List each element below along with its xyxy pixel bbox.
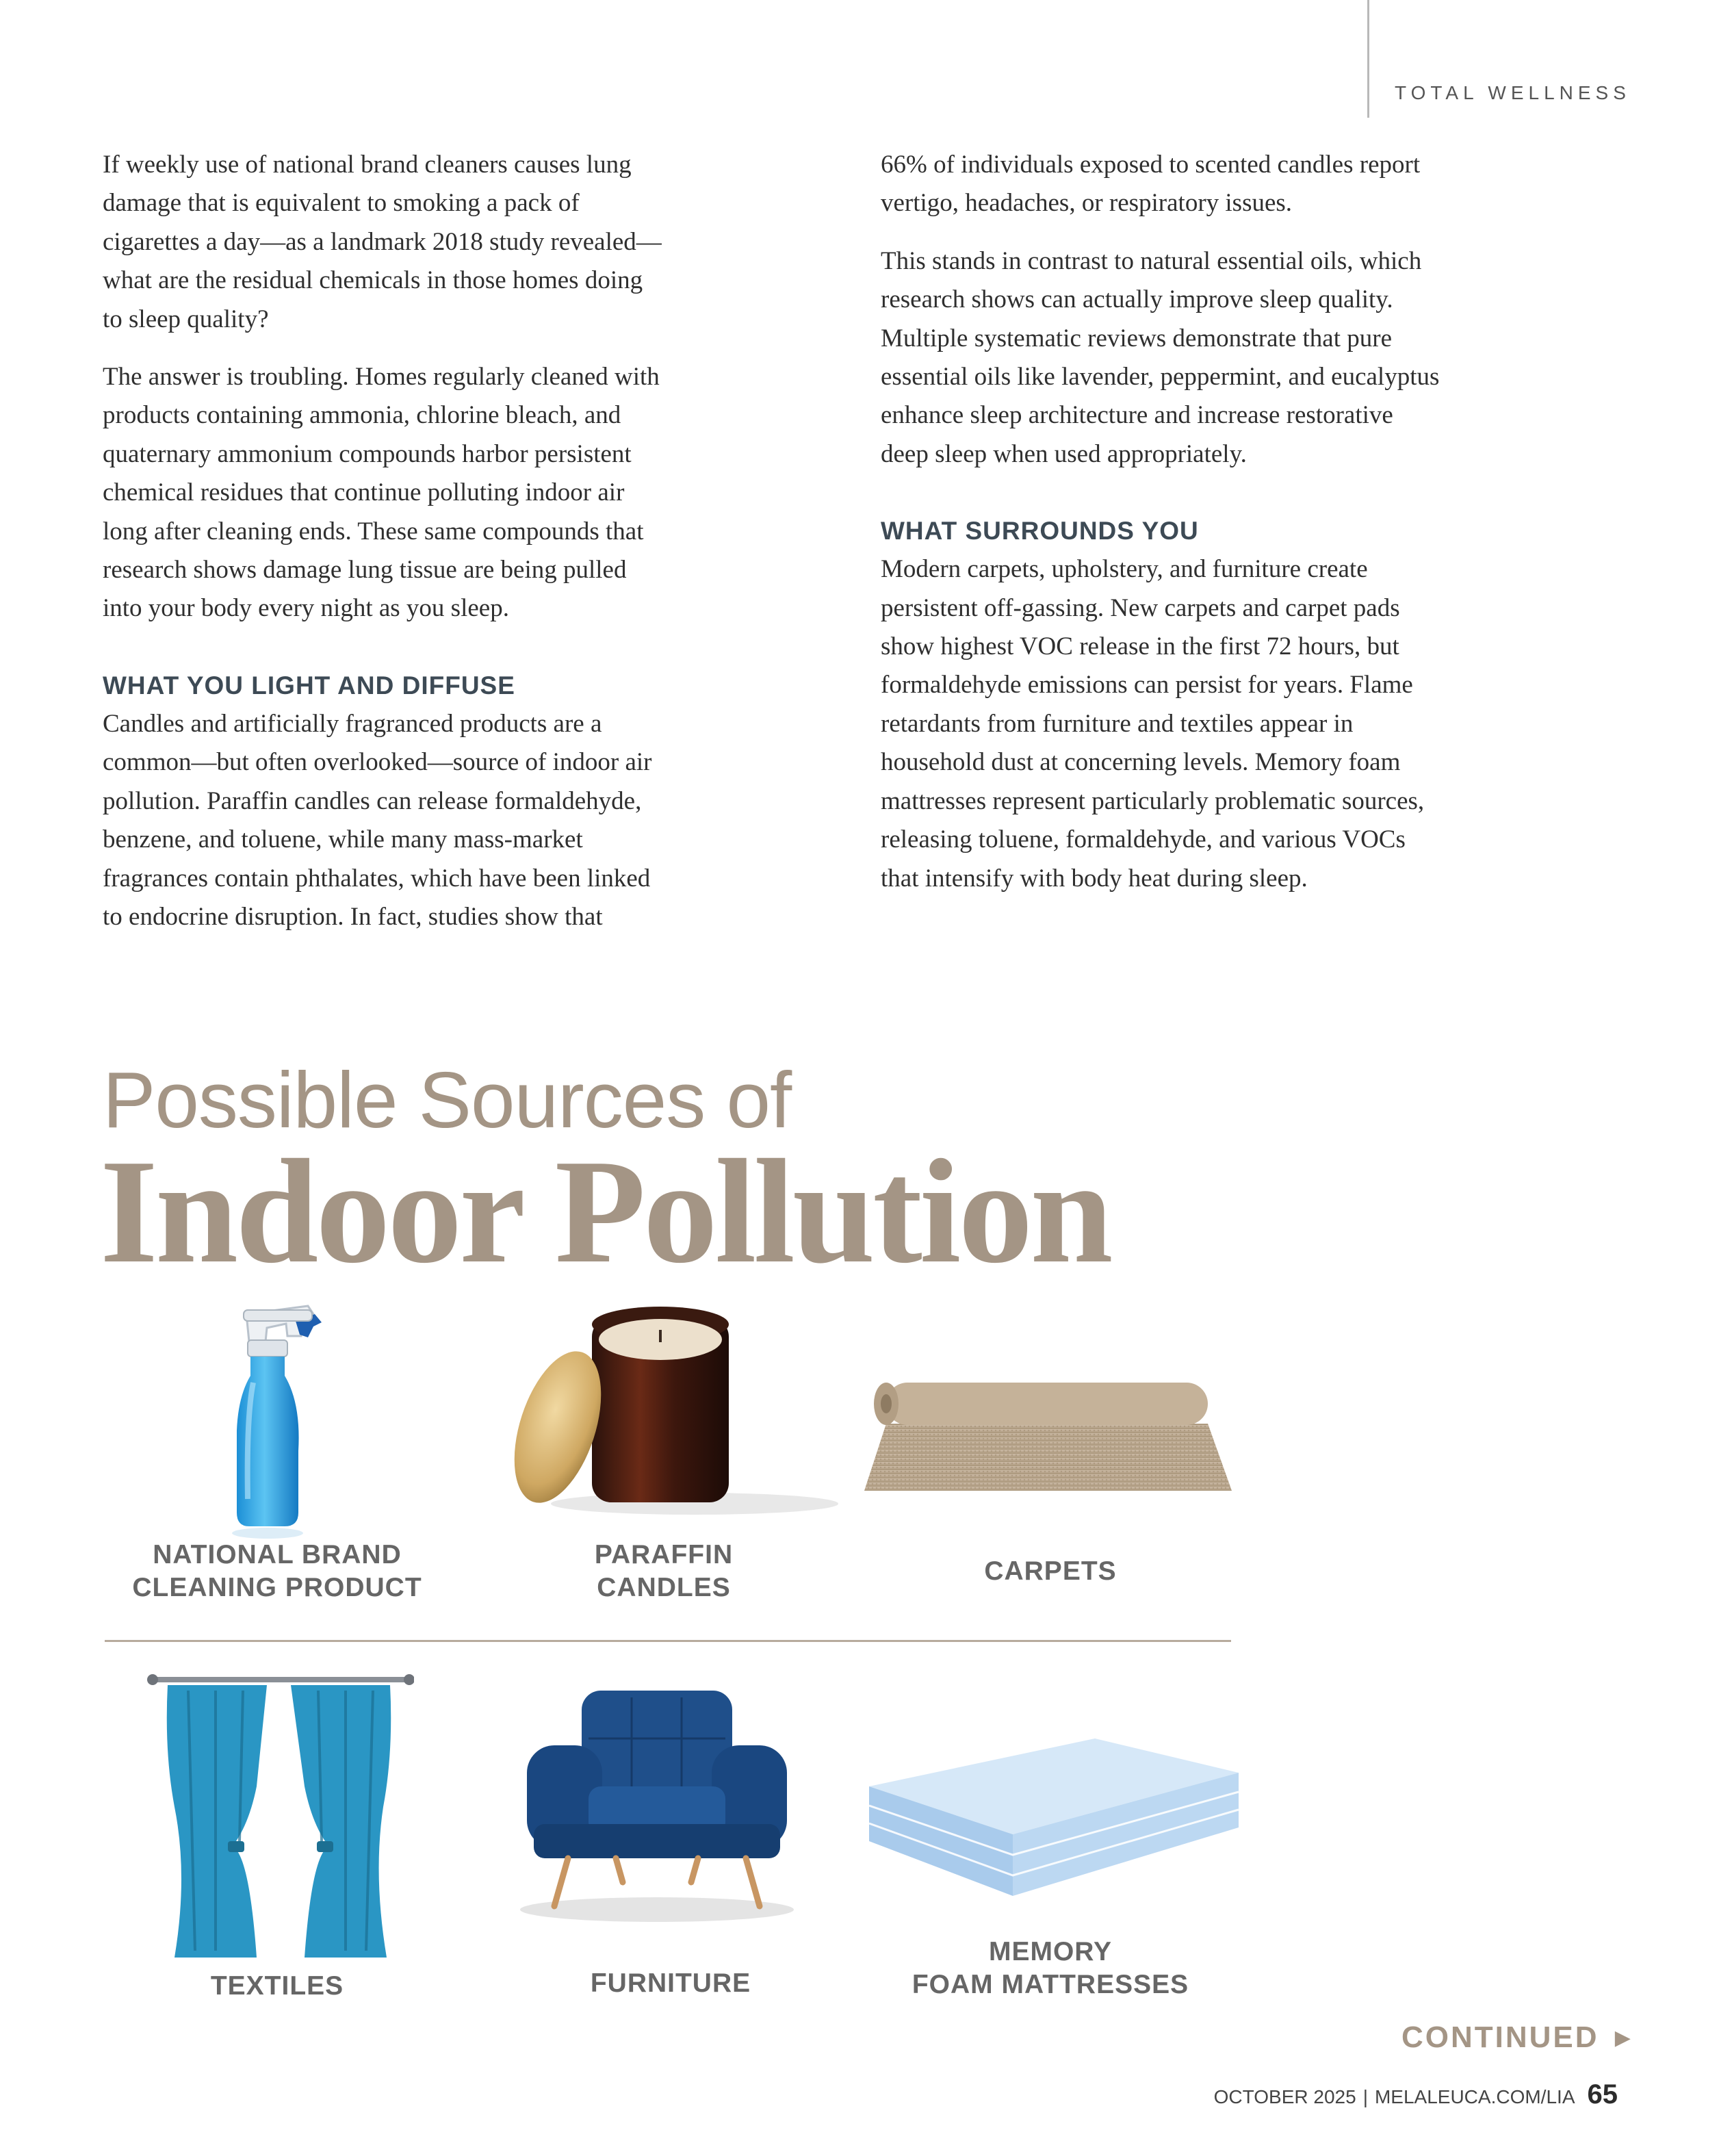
right-paragraph-1: 66% of individuals exposed to scented candles report vertigo, headaches, or respiratory issues. — [881, 151, 1421, 218]
section-label: TOTAL WELLNESS — [1395, 82, 1631, 103]
candle-icon — [510, 1297, 838, 1523]
right-column — [881, 146, 1442, 898]
left-paragraph-2: The answer is troubling. Homes regularly cleaned with products containing ammonia, chlorine bleach, and quaternary ammonium compounds harbor persistent chemical residues that continue polluting indoor air long after cleaning ends. These same compounds that research shows damage lung tissue are being pulled into your body every night as you sleep. — [103, 363, 660, 623]
right-paragraph-2: This stands in contrast to natural essential oils, which research shows can actually improve sleep quality. Multiple systematic reviews demonstrate that pure essential oils like lavender, peppermint, and eucalyptus enhance sleep architecture and increase restorative deep sleep when used appropriately. — [881, 246, 1440, 468]
label-furniture: FURNITURE — [590, 1968, 751, 1998]
left-subheading: WHAT YOU LIGHT AND DIFFUSE — [103, 671, 515, 700]
label-paraffin-candles: PARAFFIN CANDLES — [594, 1540, 734, 1602]
label-textiles: TEXTILES — [210, 1971, 344, 2001]
section-divider — [105, 1640, 1231, 1642]
left-paragraph-1: If weekly use of national brand cleaners causes lung damage that is equivalent to smoking a pack of cigarettes a day—as a landmark 2018 study revealed—what are the residual chemicals in those homes doing to sleep quality? — [103, 151, 662, 333]
label-carpets: CARPETS — [984, 1556, 1117, 1586]
carpet-icon — [859, 1376, 1239, 1499]
footer-separator: | — [1362, 2086, 1368, 2107]
spray-bottle-icon — [198, 1294, 342, 1540]
feature-title-line1: Possible Sources of — [103, 1055, 792, 1144]
label-memory-foam: MEMORY FOAM MATTRESSES — [912, 1937, 1189, 1999]
label-cleaning-product: NATIONAL BRAND CLEANING PRODUCT — [132, 1540, 422, 1602]
right-subheading: WHAT SURROUNDS YOU — [881, 517, 1199, 546]
footer-site: MELALEUCA.COM/LIA — [1374, 2086, 1575, 2107]
left-paragraph-3: Candles and artificially fragranced products are a common—but often overlooked—source of indoor air pollution. Paraffin candles can release formaldehyde, benzene, and toluene, while many mass-market fragrances contain phthalates, which have been linked to endocrine disruption. In fact, studies show that — [103, 709, 652, 931]
footer-date: OCTOBER 2025 — [1213, 2086, 1356, 2107]
continued-label: CONTINUED — [1401, 2020, 1599, 2054]
page-footer — [1214, 2079, 1618, 2110]
mattress-icon — [862, 1732, 1245, 1910]
play-arrow-icon: ▶ — [1614, 2027, 1633, 2049]
armchair-icon — [506, 1684, 807, 1930]
left-column — [103, 146, 664, 936]
continued-link[interactable] — [1401, 2020, 1633, 2055]
header-divider — [1367, 0, 1369, 118]
feature-title-line2: Indoor Pollution — [100, 1129, 1111, 1294]
page-number: 65 — [1587, 2079, 1618, 2109]
right-paragraph-3: Modern carpets, upholstery, and furniture create persistent off-gassing. New carpets and carpet pads show highest VOC release in the first 72 hours, but formaldehyde emissions can persist for years. Flame retardants from furniture and textiles appear in household dust at concerning levels. Memory foam mattresses represent particularly problematic sources, releasing toluene, formaldehyde, and various VOCs that intensify with body heat during sleep. — [881, 555, 1425, 893]
curtains-icon — [147, 1670, 414, 1964]
